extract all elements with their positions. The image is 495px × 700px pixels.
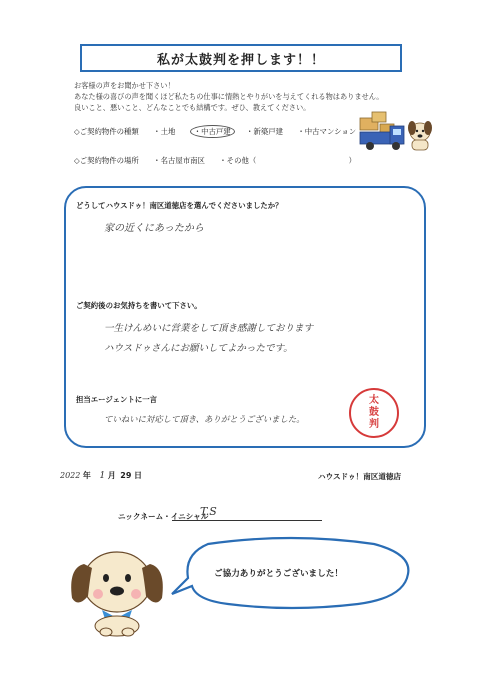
option-used-mansion: ・中古マンション [297,127,357,136]
option-land: ・土地 [153,127,176,136]
dog-mascot-illustration [62,538,172,638]
date-month-unit: 月 [107,471,116,480]
answer-reason: 家の近くにあったから [104,223,204,234]
nickname-underline [172,520,322,521]
option-minami-ku: ・名古屋市南区 [153,156,205,165]
option-new-house: ・新築戸建 [246,127,284,136]
intro-line: 良いこと、悪いこと、どんなことでも結構です。ぜひ、教えてください。 [74,103,311,112]
title-box [80,44,402,72]
nickname-value: T.S [200,505,217,518]
taikoban-seal [349,388,399,438]
nickname-label: ニックネーム・イニシャル [118,512,209,521]
delivery-truck-illustration [358,110,436,154]
answer-agent-comment: ていねいに対応して頂き、ありがとうございました。 [104,414,305,424]
date-month: 1 [99,471,106,481]
seal-char: 判 [369,419,379,430]
property-location-label: ◇ご契約物件の場所 [74,156,139,165]
option-used-house-selected: ・中古戸建 [190,125,235,138]
intro-line: あなた様の喜びの声を聞くほど私たちの仕事に情熱とやりがいを与えてくれる物はありません。 [74,92,384,101]
answer-feelings-line1: 一生けんめいに営業をして頂き感謝しております [104,323,314,334]
property-type-label: ◇ご契約物件の種類 [74,127,139,136]
seal-char: 太 [369,395,379,406]
question-feelings: ご契約後のお気持ちを書いて下さい。 [76,301,202,310]
intro-line: お客様の声をお聞かせ下さい！ [74,81,175,90]
question-agent-comment: 担当エージェントに一言 [76,395,158,404]
intro-text [74,80,394,113]
thanks-message: ご協力ありがとうございました！ [214,569,343,579]
question-reason: どうしてハウスドゥ！南区道徳店を選んでくださいましたか？ [76,201,283,210]
seal-char: 鼓 [369,407,379,418]
store-name: ハウスドゥ！南区道徳店 [318,472,402,481]
property-type-row [74,125,356,138]
contract-date [60,470,142,481]
date-year: 2022 [60,471,81,480]
option-other: ・その他（ [219,156,257,165]
date-year-unit: 年 [82,471,91,480]
option-other-close: ） [348,156,357,165]
property-location-row [74,155,356,166]
answer-feelings-line2: ハウスドゥさんにお願いしてよかったです。 [104,343,293,354]
page-title: 私が太鼓判を押します！！ [156,52,325,68]
date-day-unit: 日 [133,471,142,480]
date-day: 29 [120,471,132,480]
